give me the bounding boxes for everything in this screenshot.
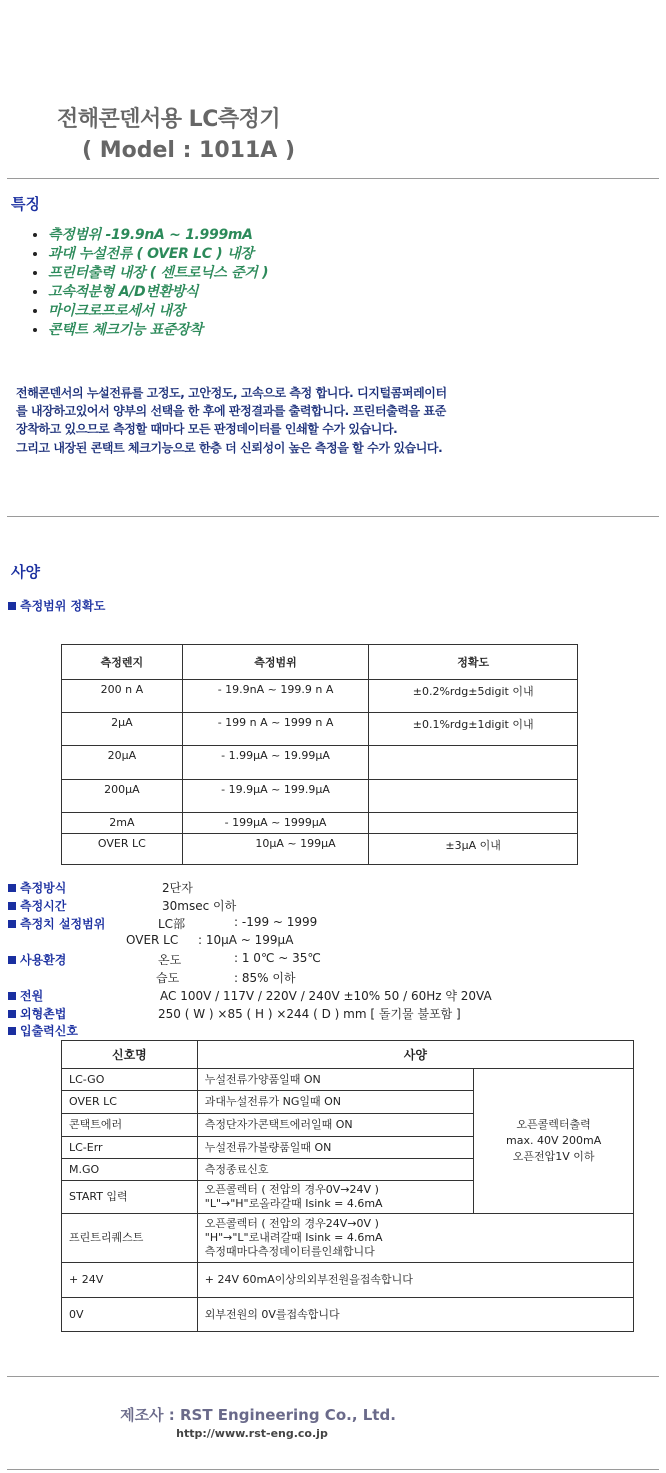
manufacturer-name: 제조사 : RST Engineering Co., Ltd. (120, 1406, 396, 1424)
description-line: 전해콘덴서의 누설전류를 고정도, 고안정도, 고속으로 측정 합니다. 디지털콤퍼레이터 (16, 386, 447, 400)
bullet-square-icon (8, 902, 16, 910)
column-header: 신호명 (62, 1041, 198, 1069)
accuracy-cell: ±0.2%rdg±5digit 이내 (369, 680, 578, 713)
signal-spec: 외부전원의 0V를접속합니다 (197, 1298, 633, 1332)
table-row (62, 680, 578, 713)
page-title: 전해콘덴서용 LC측정기 (57, 107, 281, 132)
shared-spec-cell (474, 1069, 634, 1214)
website-link[interactable]: http://www.rst-eng.co.jp (176, 1427, 328, 1440)
spec-label-dimensions: 외형촌법 (8, 1005, 66, 1022)
divider (7, 178, 659, 179)
signal-spec (197, 1214, 633, 1263)
table-row (62, 813, 578, 834)
signal-spec (197, 1181, 473, 1214)
spec-value-dimensions: 250 ( W ) ×85 ( H ) ×244 ( D ) mm [ 돌기물 불포함 ] (158, 1007, 461, 1021)
signal-name: M.GO (62, 1159, 198, 1181)
accuracy-cell (369, 746, 578, 780)
divider (7, 516, 659, 517)
feature-item: • 프린터출력 내장 ( 센트로닉스 준거 ) (48, 264, 268, 283)
spec-line: "L"→"H"로올라갈때 Isink = 4.6mA (204, 1197, 383, 1210)
table-row (62, 713, 578, 746)
signal-name: LC-Err (62, 1137, 198, 1159)
spec-line: "H"→"L"로내려갈때 Isink = 4.6mA (204, 1231, 383, 1244)
signal-name: 0V (62, 1298, 198, 1332)
feature-item: • 콘택트 체크기능 표준장착 (48, 321, 268, 340)
column-header: 사양 (197, 1041, 633, 1069)
shared-spec-line: max. 40V 200mA (506, 1134, 602, 1147)
divider (7, 1376, 659, 1377)
accuracy-cell (369, 813, 578, 834)
range-cell: 200 n A (62, 680, 183, 713)
description-line: 그리고 내장된 콘택트 체크기능으로 한층 더 신뢰성이 높은 측정을 할 수가 있습니다. (16, 441, 443, 455)
range-cell: 2µA (62, 713, 183, 746)
io-signal-table (61, 1040, 634, 1332)
env-humid-name: 습도 (156, 971, 180, 985)
spec-label-environment: 사용환경 (8, 951, 66, 968)
spec-line: 오픈콜렉터 ( 전압의 경우24V→0V ) (204, 1217, 379, 1230)
bullet-square-icon (8, 1027, 16, 1035)
span-cell: 10µA ~ 199µA (182, 834, 369, 865)
table-row (62, 1263, 634, 1298)
span-cell: - 19.9µA ~ 199.9µA (182, 780, 369, 813)
column-header: 측정렌지 (62, 645, 183, 680)
span-cell: - 1.99µA ~ 19.99µA (182, 746, 369, 780)
bullet-square-icon (8, 920, 16, 928)
span-cell: - 199µA ~ 1999µA (182, 813, 369, 834)
column-header: 측정범위 (182, 645, 369, 680)
spec-value-method: 2단자 (162, 881, 193, 895)
table-row (62, 834, 578, 865)
specs-heading: 사양 (11, 563, 40, 581)
range-cell: 20µA (62, 746, 183, 780)
table-row (62, 1214, 634, 1263)
env-temp-name: 온도 (158, 953, 182, 967)
signal-name: + 24V (62, 1263, 198, 1298)
setting-over-value: : 10µA ~ 199µA (198, 933, 294, 947)
span-cell: - 199 n A ~ 1999 n A (182, 713, 369, 746)
shared-spec-line: 오픈전압1V 이하 (512, 1150, 595, 1163)
signal-spec: 과대누설전류가 NG일때 ON (197, 1091, 473, 1114)
spec-label-time: 측정시간 (8, 897, 66, 914)
signal-name: 프린트리퀘스트 (62, 1214, 198, 1263)
setting-over-name: OVER LC (126, 933, 179, 947)
accuracy-cell (369, 780, 578, 813)
signal-name: LC-GO (62, 1069, 198, 1091)
features-list (30, 226, 268, 340)
signal-name: START 입력 (62, 1181, 198, 1214)
bullet-square-icon (8, 956, 16, 964)
range-cell: OVER LC (62, 834, 183, 865)
table-header-row (62, 1041, 634, 1069)
env-humid-value: : 85% 이하 (234, 971, 296, 985)
signal-spec: 측정단자가콘택트에러일때 ON (197, 1114, 473, 1137)
bullet-square-icon (8, 1010, 16, 1018)
signal-spec: 누설전류가불량품일때 ON (197, 1137, 473, 1159)
setting-lc-value: : -199 ~ 1999 (234, 915, 318, 929)
column-header: 정확도 (369, 645, 578, 680)
table-row (62, 746, 578, 780)
spec-value-power: AC 100V / 117V / 220V / 240V ±10% 50 / 60Hz 약 20VA (160, 989, 492, 1003)
table-row (62, 1298, 634, 1332)
features-heading: 특징 (11, 195, 40, 213)
shared-spec-line: 오픈콜렉터출력 (516, 1118, 591, 1131)
bullet-square-icon (8, 884, 16, 892)
signal-spec: + 24V 60mA이상의외부전원을접속합니다 (197, 1263, 633, 1298)
table-row (62, 1069, 634, 1091)
feature-item: • 마이크로프로세서 내장 (48, 302, 268, 321)
setting-lc-name: LC部 (158, 917, 186, 931)
spec-label-setting: 측정치 설정범위 (8, 915, 105, 932)
signal-name: 콘택트에러 (62, 1114, 198, 1137)
spec-line: 측정때마다측정데이터를인쇄합니다 (204, 1245, 375, 1258)
signal-spec: 누설전류가양품일때 ON (197, 1069, 473, 1091)
accuracy-table (61, 644, 578, 865)
accuracy-cell: ±3µA 이내 (369, 834, 578, 865)
bullet-square-icon (8, 602, 16, 610)
divider (7, 1469, 659, 1470)
feature-item: • 측정범위 -19.9nA ~ 1.999mA (48, 226, 268, 245)
table-header-row (62, 645, 578, 680)
description-line: 를 내장하고있어서 양부의 선택을 한 후에 판정결과를 출력합니다. 프린터출력을 표준 (16, 404, 446, 418)
feature-item: • 고속적분형 A/D변환방식 (48, 283, 268, 302)
spec-line: 오픈콜렉터 ( 전압의 경우0V→24V ) (204, 1183, 379, 1196)
range-cell: 2mA (62, 813, 183, 834)
spec-label-method: 측정방식 (8, 879, 66, 896)
spec-value-time: 30msec 이하 (162, 899, 237, 913)
signal-name: OVER LC (62, 1091, 198, 1114)
accuracy-cell: ±0.1%rdg±1digit 이내 (369, 713, 578, 746)
table-row (62, 780, 578, 813)
model-number: ( Model : 1011A ) (82, 138, 296, 163)
description-line: 장착하고 있으므로 측정할 때마다 모든 판정데이터를 인쇄할 수가 있습니다. (16, 422, 398, 436)
range-cell: 200µA (62, 780, 183, 813)
env-temp-value: : 1 0℃ ~ 35℃ (234, 951, 321, 965)
feature-item: • 과대 누설전류 ( OVER LC ) 내장 (48, 245, 268, 264)
accuracy-heading: 측정범위 정확도 (8, 597, 105, 614)
span-cell: - 19.9nA ~ 199.9 n A (182, 680, 369, 713)
signal-spec: 측정종료신호 (197, 1159, 473, 1181)
io-heading: 입출력신호 (8, 1022, 78, 1039)
spec-label-power: 전원 (8, 987, 43, 1004)
bullet-square-icon (8, 992, 16, 1000)
